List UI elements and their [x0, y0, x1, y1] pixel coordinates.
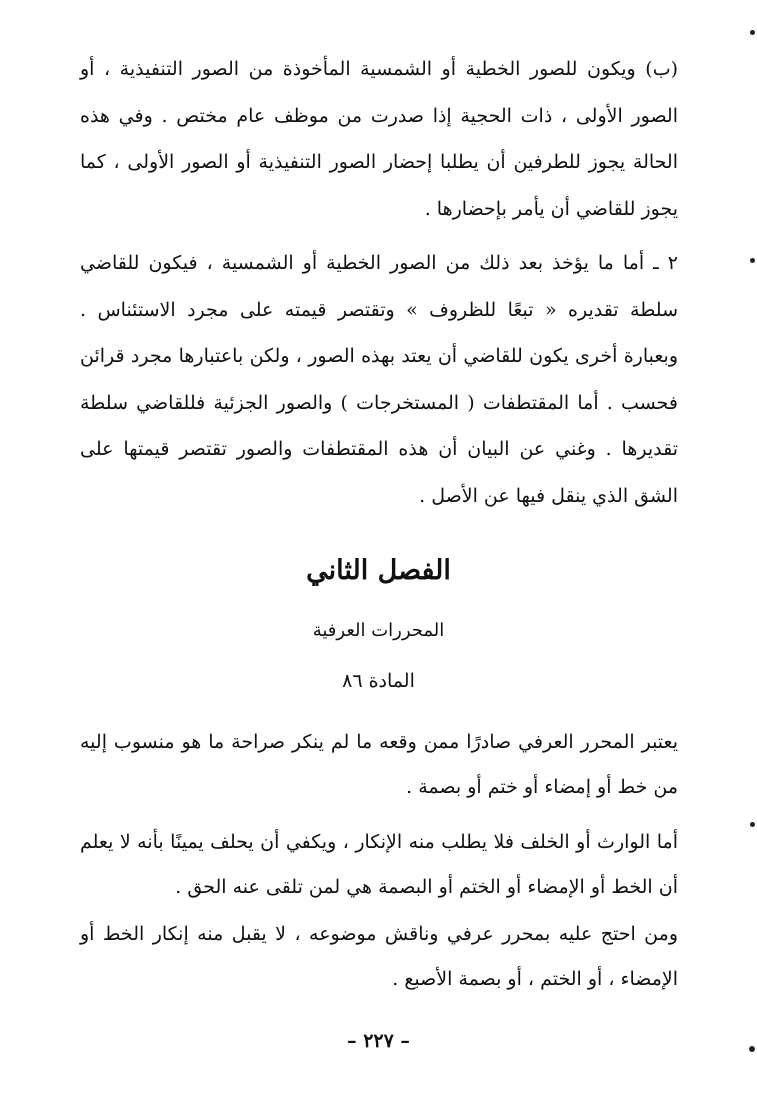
article-paragraph: أما الوارث أو الخلف فلا يطلب منه الإنكار ، ويكفي أن يحلف يمينًا بأنه لا يعلم أن الخط أو الإمضاء أو الختم أو البصمة هي لمن تلقى عنه الحق . — [80, 831, 678, 898]
paragraph-2-later-copies: ٢ ـ أما ما يؤخذ بعد ذلك من الصور الخطية أو الشمسية ، فيكون للقاضي سلطة تقديره « تبعًا للظروف » وتقتصر قيمته على مجرد الاستئناس . وبعبارة أخرى يكون للقاضي أن يعتد بهذه الصور ، ولكن باعتبارها مجرد قرائن فحسب . أما المقتطفات ( المستخرجات ) والصور الجزئية فللقاضي سلطة تقديرها . وغني عن البيان أن هذه المقتطفات والصور تقتصر قيمتها على الشق الذي ينقل فيها عن الأصل . — [80, 252, 678, 507]
article-paragraph: يعتبر المحرر العرفي صادرًا ممن وقعه ما لم ينكر صراحة ما هو منسوب إليه من خط أو إمضاء أو ختم أو بصمة . — [80, 731, 678, 798]
scan-margin-mark — [750, 30, 755, 35]
article-paragraph: ومن احتج عليه بمحرر عرفي وناقش موضوعه ، لا يقبل منه إنكار الخط أو الإمضاء ، أو الختم ، أو بصمة الأصبع . — [80, 923, 678, 990]
chapter-title: الفصل الثاني — [306, 555, 451, 586]
paragraph-b-certified-copies: (ب) ويكون للصور الخطية أو الشمسية المأخوذة من الصور التنفيذية ، أو الصور الأولى ، ذات الحجية إذا صدرت من موظف عام مختص . وفي هذه الحالة يجوز للطرفين أن يطلبا إحضار الصور التنفيذية أو الصور الأولى ، كما يجوز للقاضي أن يأمر بإحضارها . — [80, 58, 678, 220]
scan-margin-mark — [750, 258, 755, 263]
article-title: المادة ٨٦ — [342, 670, 415, 692]
scan-margin-mark — [750, 822, 755, 827]
section-title: المحررات العرفية — [312, 620, 445, 641]
page-number: – ٢٢٧ – — [347, 1030, 410, 1052]
